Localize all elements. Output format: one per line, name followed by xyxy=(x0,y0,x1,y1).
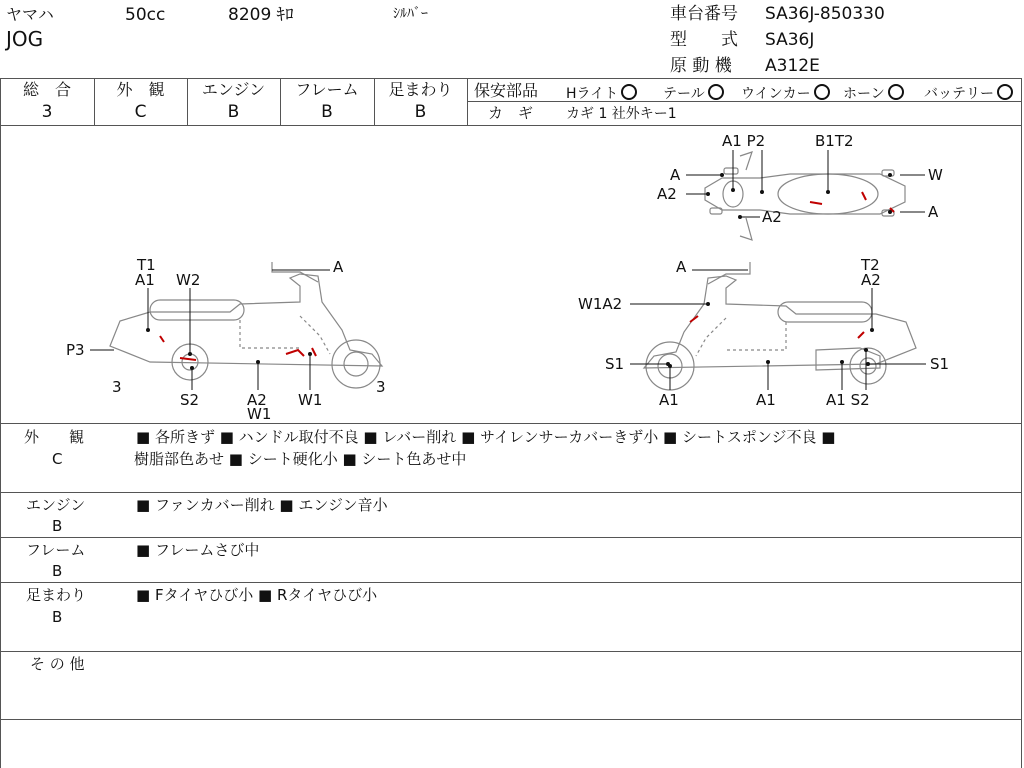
label-a: A xyxy=(928,203,939,221)
label-a2: A2 xyxy=(762,208,782,226)
label-a2: A2 xyxy=(861,271,881,289)
label-w1a2: W1A2 xyxy=(578,295,623,313)
label-a1s2: A1 S2 xyxy=(826,391,870,409)
damage-marks-top xyxy=(810,192,894,212)
label-w1: W1 xyxy=(298,391,323,409)
grid-line xyxy=(0,492,1022,493)
remark-grade: C xyxy=(52,450,63,468)
remark-grade: B xyxy=(52,608,63,626)
engine-grade: B xyxy=(227,102,240,122)
label-s2: S2 xyxy=(180,391,200,409)
battery-check xyxy=(924,84,1013,101)
label-w: W xyxy=(928,166,943,184)
remark-line: ■ フレームさび中 xyxy=(136,541,260,559)
label-p3: P3 xyxy=(66,341,85,359)
maker-name: ヤマハ xyxy=(6,5,54,24)
battery-label: バッテリー xyxy=(924,86,994,102)
type-label: 型 式 xyxy=(670,30,738,50)
label-3: 3 xyxy=(376,378,386,396)
label-a2: A2 xyxy=(247,391,267,409)
grid-line xyxy=(0,582,1022,583)
color-name: ｼﾙﾊﾞｰ xyxy=(393,6,428,22)
key-value: カギ 1 社外キー1 xyxy=(566,106,677,122)
horn-check xyxy=(843,84,904,101)
type-value: SA36J xyxy=(765,30,815,50)
remark-label: 足まわり xyxy=(26,586,87,604)
remark-line: 樹脂部色あせ ■ シート硬化小 ■ シート色あせ中 xyxy=(134,450,467,468)
tail-label: テール xyxy=(663,86,705,102)
label-3: 3 xyxy=(112,378,122,396)
remark-label: そ の 他 xyxy=(30,655,85,673)
remark-grade: B xyxy=(52,517,63,535)
label-s1: S1 xyxy=(930,355,950,373)
frame-label: フレーム xyxy=(295,80,359,99)
total-label: 総 合 xyxy=(22,80,71,99)
winker-check xyxy=(741,84,830,101)
grid-line xyxy=(0,423,1022,424)
grid-line xyxy=(0,78,1022,79)
circle-icon xyxy=(888,84,904,100)
label-a1: A1 xyxy=(135,271,155,289)
circle-icon xyxy=(997,84,1013,100)
label-a1p2: A1 P2 xyxy=(722,132,766,150)
label-a2: A2 xyxy=(657,185,677,203)
grid-line xyxy=(467,78,468,125)
headlight-check xyxy=(566,84,637,101)
frame-no-label: 車台番号 xyxy=(670,4,738,24)
grid-line xyxy=(0,719,1022,720)
label-a: A xyxy=(670,166,681,184)
label-b1t2: B1T2 xyxy=(815,132,854,150)
circle-icon xyxy=(708,84,724,100)
frame-no: SA36J-850330 xyxy=(765,4,885,24)
label-t1: T1 xyxy=(137,256,156,274)
tail-check xyxy=(663,84,724,101)
circle-icon xyxy=(621,84,637,100)
frame-grade: B xyxy=(321,102,333,122)
remark-line: ■ 各所きず ■ ハンドル取付不良 ■ レバー削れ ■ サイレンサーカバーきず小 ■ シートスポンジ不良 ■ xyxy=(136,428,836,446)
exterior-grade: C xyxy=(134,102,147,122)
remark-grade: B xyxy=(52,562,63,580)
total-grade: 3 xyxy=(41,102,53,122)
label-t2: T2 xyxy=(861,256,880,274)
label-s1: S1 xyxy=(605,355,625,373)
remark-label: フレーム xyxy=(26,541,86,559)
label-a1: A1 xyxy=(756,391,776,409)
engine-label: エンジン xyxy=(201,80,266,99)
label-w1: W1 xyxy=(247,405,272,422)
scooter-top-view xyxy=(705,152,905,240)
model-name: JOG xyxy=(6,27,44,51)
key-label: カ ギ xyxy=(488,104,534,122)
damage-marks-right xyxy=(690,316,864,338)
suspension-label: 足まわり xyxy=(388,80,453,99)
engine-model-value: A312E xyxy=(765,56,820,76)
safety-label: 保安部品 xyxy=(474,81,539,100)
remark-line: ■ Fタイヤひび小 ■ Rタイヤひび小 xyxy=(136,586,378,604)
grid-line xyxy=(0,537,1022,538)
exterior-label: 外 観 xyxy=(116,80,165,99)
remark-label: エンジン xyxy=(26,496,86,514)
label-w2: W2 xyxy=(176,271,201,289)
label-a: A xyxy=(333,258,344,276)
mileage: 8209 ｷﾛ xyxy=(228,5,294,25)
damage-diagram xyxy=(0,126,1022,422)
horn-label: ホーン xyxy=(843,86,885,102)
label-a: A xyxy=(676,258,687,276)
displacement: 50cc xyxy=(125,5,166,25)
suspension-grade: B xyxy=(414,102,427,122)
remark-line: ■ ファンカバー削れ ■ エンジン音小 xyxy=(136,496,388,514)
remark-label: 外 観 xyxy=(24,428,85,446)
headlight-label: Hライト xyxy=(566,86,619,102)
circle-icon xyxy=(814,84,830,100)
label-a1: A1 xyxy=(659,391,679,409)
winker-label: ウインカー xyxy=(741,86,811,102)
grid-line xyxy=(0,651,1022,652)
engine-model-label: 原 動 機 xyxy=(670,56,732,76)
